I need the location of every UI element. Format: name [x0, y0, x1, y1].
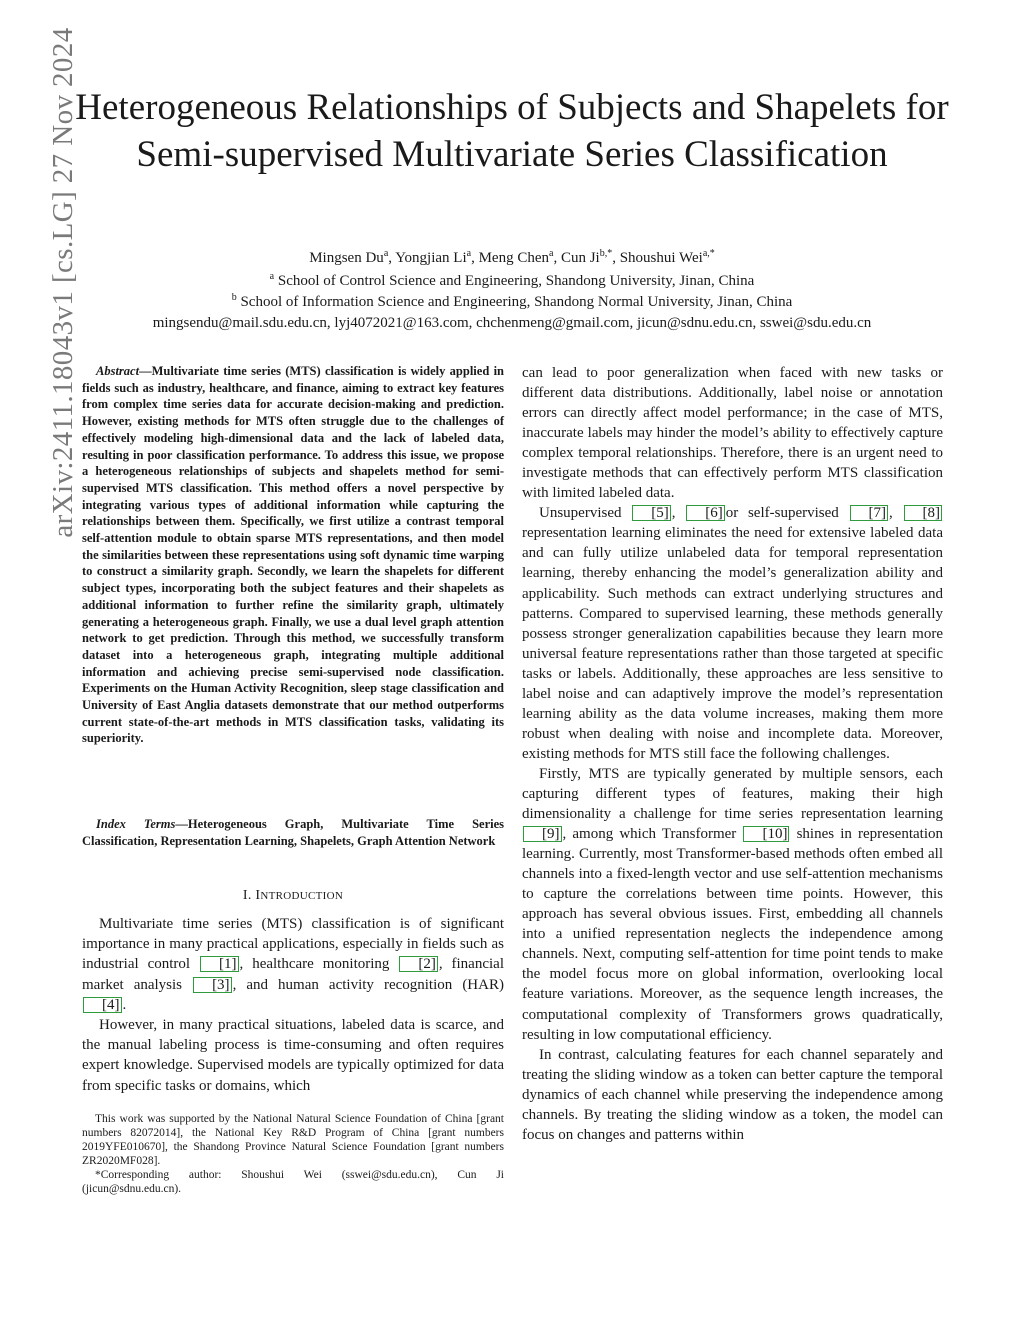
body-paragraph [522, 363, 943, 503]
citation-link[interactable]: [3] [193, 977, 232, 993]
section-title-rest: NTRODUCTION [260, 890, 344, 902]
author-name: Yongjian Li [395, 250, 467, 266]
body-paragraph [522, 503, 943, 764]
intro-left-column [82, 914, 504, 1096]
author-name: Cun Ji [560, 250, 600, 266]
citation-link[interactable]: [10] [743, 826, 789, 842]
paragraph-text: , among which Transformer [562, 826, 743, 843]
author-list [60, 248, 964, 268]
body-paragraph [522, 1045, 943, 1145]
author-separator: , [553, 250, 561, 266]
section-number: I. [242, 888, 256, 903]
affiliation-b-text: School of Information Science and Engineering, Shandong Normal University, Jinan, China [240, 294, 793, 310]
abstract-text: —Multivariate time series (MTS) classification is widely applied in fields such as industry, healthcare, and finance, aiming to extract key features from complex time series data for accurate decision-making and prediction. However, existing methods for MTS often struggle due to the challenges of effectively modeling high-dimensional data and the lack of labeled data, resulting in poor classification performance. To address this issue, we propose a heterogeneous relationships of subjects and shapelets method for semi-supervised MTS classification. This method offers a novel perspective by integrating various types of additional information while capturing the relationships between them. Specifically, we first utilize a contrast temporal self-attention module to obtain sparse MTS representations, and then model the similarities between these representations using soft dynamic time warping to construct a similarity graph. Secondly, we learn the shapelets for different subject types, incorporating both the subject features and their shapelets as additional information to further refine the similarity graph, ultimately generating a heterogeneous graph. Finally, we use a dual level graph attention network to get prediction. Through this method, we successfully transform dataset into a heterogeneous graph, integrating multiple additional information and achieving precise semi-supervised node classification. Experiments on the Human Activity Recognition, sleep stage classification and University of East Anglia datasets demonstrate that our method outperforms current state-of-the-art methods in MTS classification tasks, validating its superiority. [82, 364, 504, 746]
citation-link[interactable]: [1] [200, 956, 239, 972]
citation-link[interactable]: [2] [399, 956, 438, 972]
author-separator: , [388, 250, 396, 266]
section-heading-introduction [82, 888, 504, 904]
paragraph-text: Multivariate time series (MTS) classification is of significant importance in many practical applications, especially in fields such as industrial control [82, 916, 504, 973]
index-terms-label: Index Terms [96, 817, 176, 831]
paper-title: Heterogeneous Relationships of Subjects and Shapelets for Semi-supervised Multivariate Series Classification [75, 87, 949, 175]
paragraph-text: Unsupervised [539, 505, 632, 522]
arxiv-identifier-text: arXiv:2411.18043v1 [cs.LG] 27 Nov 2024 [46, 27, 79, 538]
citation-link[interactable]: [9] [523, 826, 562, 842]
paragraph-text: representation learning eliminates the need for extensive labeled data and can fully utilize unlabeled data for temporal representation learning, thereby enhancing the model’s generalization ability and applicability. Such methods can extract underlying structures and patterns. Compared to supervised learning, these methods generally possess stronger generalization capabilities because they learn more universal feature representations rather than those targeted at specific tasks or labels. Additionally, these approaches are less sensitive to label noise and can adaptively improve the model’s representation learning ability as the data volume increases, making them more robust when dealing with noise and incomplete data. Moreover, existing methods for MTS still face the following challenges. [522, 525, 943, 762]
author-affiliation-mark: a [383, 248, 389, 259]
author-affiliation-mark: a,* [702, 248, 715, 259]
citation-link[interactable]: [8] [904, 505, 943, 521]
affiliation-a [40, 271, 984, 291]
footnotes [82, 1112, 504, 1196]
citation-link[interactable]: [7] [850, 505, 889, 521]
paragraph-text: Firstly, MTS are typically generated by multiple sensors, each capturing different types of features, making their high dimensionality a challenge for time series representation learning [522, 765, 943, 823]
paragraph-text: However, in many practical situations, labeled data is scarce, and the manual labeling process is time-consuming and often requires expert knowledge. Supervised models are typically optimized for data from specific tasks or domains, which [82, 1017, 504, 1094]
intro-right-column [522, 363, 943, 1145]
paragraph-text: . [122, 996, 127, 1013]
author-separator: , [612, 250, 620, 266]
citation-link[interactable]: [6] [686, 505, 725, 521]
paragraph-text: can lead to poor generalization when faced with new tasks or different data distributions. Additionally, label noise or annotation errors can directly affect model performance; in the case of MTS, inaccurate labels may hinder the model’s ability to effectively capture complex temporal relationships. Therefore, there is an urgent need to investigate methods that can effectively perform MTS classification with limited labeled data. [522, 365, 943, 502]
affiliation-a-text: School of Control Science and Engineering, Shandong University, Jinan, China [277, 273, 755, 289]
author-emails: mingsendu@mail.sdu.edu.cn, lyj4072021@163.com, chchenmeng@gmail.com, jicun@sdnu.edu.cn, sswei@sdu.edu.cn [152, 315, 872, 331]
body-paragraph [82, 914, 504, 1015]
paragraph-text: , and human activity recognition (HAR) [232, 976, 504, 993]
author-affiliation-mark: a [549, 248, 554, 259]
affiliation-b [40, 292, 984, 312]
paragraph-text: , healthcare monitoring [239, 956, 399, 973]
paragraph-text: In contrast, calculating features for each channel separately and treating the sliding window as a token can better capture the temporal dynamics of each channel while preserving the independence among channels. By treating the sliding window as a token, the model can focus on changes and patterns within [522, 1046, 943, 1143]
paragraph-text: , [671, 505, 686, 522]
author-affiliation-mark: a [466, 248, 472, 259]
citation-link[interactable]: [4] [83, 997, 122, 1013]
abstract [82, 363, 504, 747]
section-title-initial: I [255, 888, 261, 903]
author-name: Mingsen Du [309, 250, 384, 266]
paragraph-text: , [889, 505, 903, 522]
body-paragraph [522, 764, 943, 1045]
index-terms [82, 816, 504, 849]
affiliation-a-mark: a [269, 271, 275, 282]
corresponding-author-footnote: *Corresponding author: Shoushui Wei (sswei@sdu.edu.cn), Cun Ji (jicun@sdnu.edu.cn). [82, 1169, 504, 1195]
author-separator: , [471, 250, 479, 266]
paragraph-text: shines in representation learning. Currently, most Transformer-based methods often embed all channels into a fixed-length vector and use self-attention mechanisms to capture the correlations between time points. However, this approach has several obvious issues. First, embedding all channels into a unified representation neglects the independence among channels. Next, computing self-attention for time point tends to make the model focus more on global information, overlooking local feature variations. Moreover, as the sequence length increases, the computational complexity of Transformers grows quadratically, resulting in low computational efficiency. [522, 826, 943, 1043]
paragraph-text: or self-supervised [725, 505, 849, 522]
citation-link[interactable]: [5] [632, 505, 671, 521]
author-affiliation-mark: b,* [599, 248, 613, 259]
author-name: Meng Chen [478, 250, 549, 266]
author-name: Shoushui Wei [619, 250, 703, 266]
affiliation-b-mark: b [231, 292, 237, 303]
index-terms-text: —Heterogeneous Graph, Multivariate Time Series Classification, Representation Learning, Shapelets, Graph Attention Network [82, 817, 504, 848]
body-paragraph [82, 1015, 504, 1096]
abstract-label: Abstract [96, 364, 140, 378]
paragraph-text: , financial market analysis [82, 956, 504, 993]
funding-footnote: This work was supported by the National Natural Science Foundation of China [grant numbers 82072014], the National Key R&D Program of China [grant numbers 2019YFE010670], the Shandong Province Natural Science Foundation [grant numbers ZR2020MF028]. [82, 1113, 504, 1167]
